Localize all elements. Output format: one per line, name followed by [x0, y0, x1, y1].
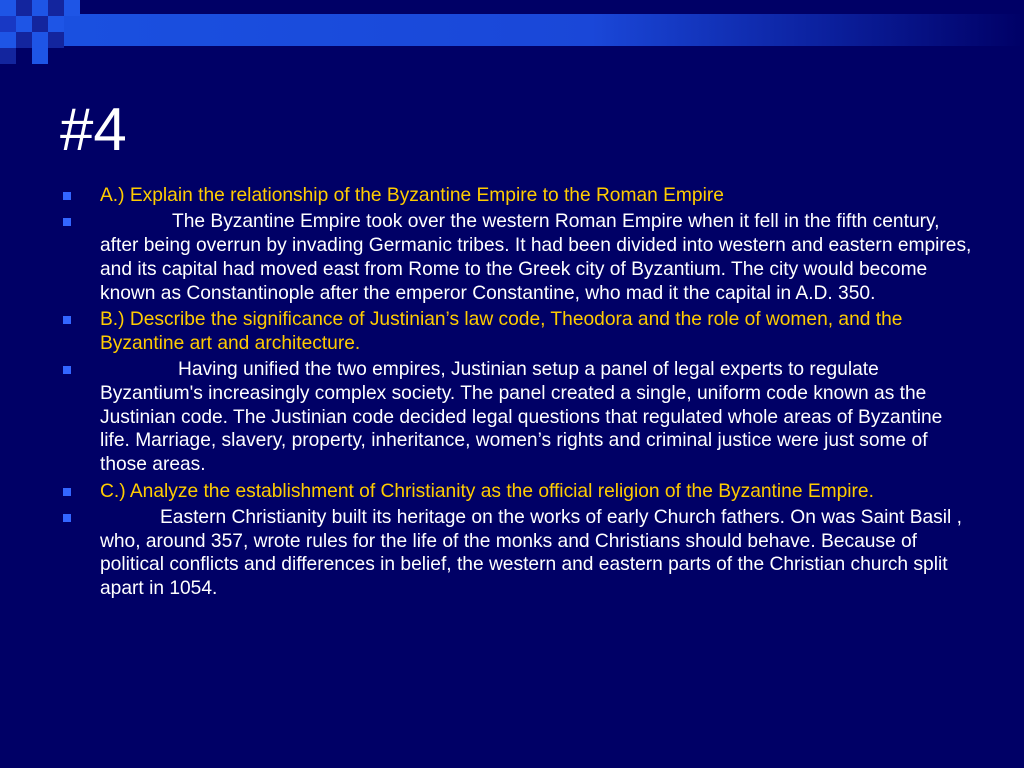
decoration-square [16, 0, 32, 16]
decoration-square [32, 48, 48, 64]
bullet-list [62, 184, 972, 604]
decoration-square [48, 16, 64, 32]
answer-bullet-a [62, 210, 972, 305]
bullet-text: Eastern Christianity built its heritage on the works of early Church fathers. On was Saint Basil , who, around 357, wrote rules for the life of the monks and Christians should behave. Because of political conflicts and differences in belief, the western and eastern parts of the Christian church split apart in 1054. [100, 506, 962, 600]
square-bullet-icon [63, 192, 71, 200]
bullet-text: C.) Analyze the establishment of Christianity as the official religion of the Byzantine Empire. [100, 480, 874, 502]
slide-title: #4 [60, 96, 127, 163]
answer-bullet-c [62, 506, 972, 601]
decoration-square [0, 48, 16, 64]
header-gradient-bar [64, 14, 1024, 46]
decoration-square [32, 0, 48, 16]
question-bullet-b [62, 308, 972, 356]
decoration-square [16, 16, 32, 32]
decoration-square [16, 32, 32, 48]
square-bullet-icon [63, 514, 71, 522]
decoration-square [64, 0, 80, 16]
decoration-square [0, 0, 16, 16]
decoration-square [32, 32, 48, 48]
square-bullet-icon [63, 316, 71, 324]
answer-bullet-b [62, 358, 972, 477]
decoration-square [48, 0, 64, 16]
bullet-text: Having unified the two empires, Justinian setup a panel of legal experts to regulate Byzantium's increasingly complex society. The panel created a single, uniform code known as the Justinian code. The Justinian code decided legal questions that regulated whole areas of Byzantine life. Marriage, slavery, property, inheritance, women’s rights and criminal justice were just some of those areas. [100, 359, 943, 476]
question-bullet-a [62, 184, 972, 208]
question-bullet-c [62, 480, 972, 504]
square-bullet-icon [63, 218, 71, 226]
bullet-text: B.) Describe the significance of Justinian’s law code, Theodora and the role of women, and the Byzantine art and architecture. [100, 308, 903, 354]
decoration-square [48, 32, 64, 48]
bullet-text: The Byzantine Empire took over the western Roman Empire when it fell in the fifth century, after being overrun by invading Germanic tribes. It had been divided into western and eastern empires, and its capital had moved east from Rome to the Greek city of Byzantium. The city would become known as Constantinople after the emperor Constantine, who mad it the capital in A.D. 350. [100, 211, 972, 304]
square-bullet-icon [63, 366, 71, 374]
decoration-square [32, 16, 48, 32]
decoration-square [0, 32, 16, 48]
decoration-square [0, 16, 16, 32]
square-bullet-icon [63, 488, 71, 496]
bullet-text: A.) Explain the relationship of the Byzantine Empire to the Roman Empire [100, 185, 724, 206]
